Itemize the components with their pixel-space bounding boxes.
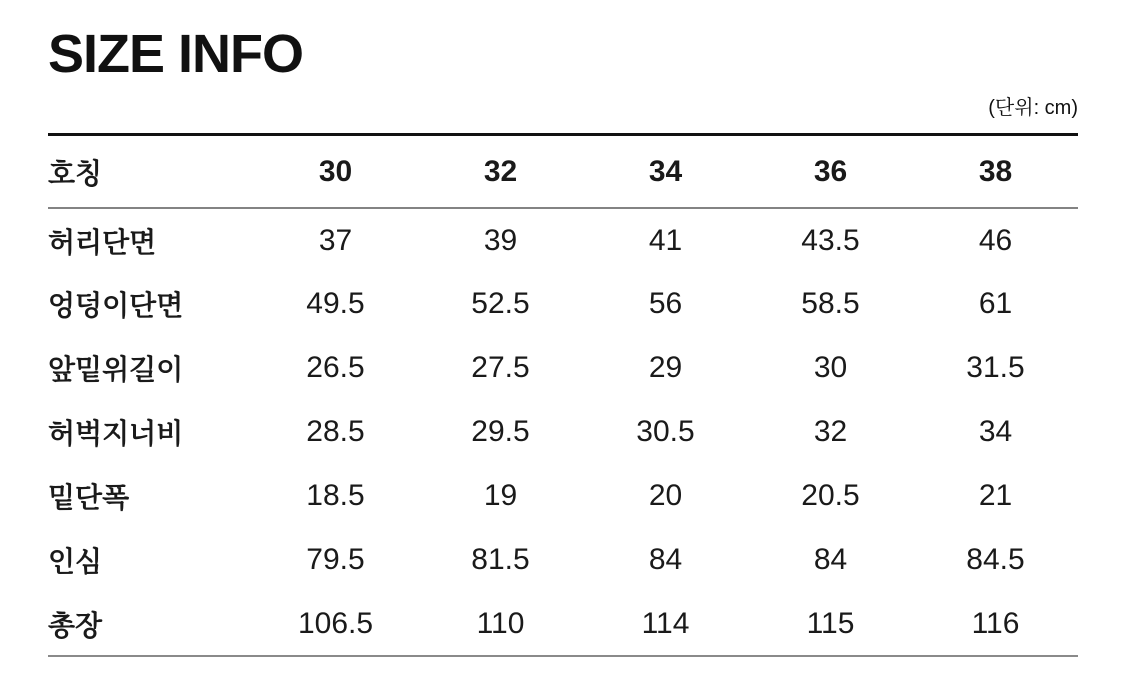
cell-value: 110 [418, 592, 583, 656]
cell-value: 18.5 [306, 479, 365, 512]
cell-value: 52.5 [471, 287, 530, 320]
cell-value: 34 [978, 415, 1013, 448]
row-label: 앞밑위길이 [48, 354, 184, 385]
cell-value: 27.5 [471, 351, 530, 384]
cell-value: 114 [583, 592, 748, 656]
cell-value: 46 [978, 223, 1013, 257]
cell-value: 115 [748, 592, 913, 656]
cell-value: 41 [648, 223, 683, 257]
size-table [48, 133, 1078, 657]
page-title: SIZE INFO [48, 24, 304, 84]
cell-value: 30 [813, 351, 848, 384]
table-row-total-length [48, 592, 1078, 656]
table-row-front-rise [48, 336, 1078, 400]
header-cell-size-30: 30 [253, 135, 418, 209]
header-cell-label: 호칭 [48, 135, 253, 209]
cell-value: 32 [813, 415, 848, 448]
cell-value: 39 [483, 223, 518, 257]
unit-label: (단위: cm) [988, 97, 1078, 119]
table-row-waist [48, 208, 1078, 272]
cell-value: 116 [913, 592, 1078, 656]
table-header-row [48, 135, 1078, 209]
cell-value: 106.5 [253, 592, 418, 656]
table-row-hip [48, 272, 1078, 336]
cell-value: 26.5 [306, 351, 365, 384]
cell-value: 84 [813, 543, 848, 576]
cell-value: 20 [648, 479, 683, 512]
table-row-thigh [48, 400, 1078, 464]
cell-value: 43.5 [801, 223, 860, 257]
cell-value: 20.5 [801, 479, 860, 512]
cell-value: 28.5 [306, 415, 365, 448]
row-label: 밑단폭 [48, 482, 130, 513]
cell-value: 61 [978, 287, 1013, 320]
cell-value: 19 [483, 479, 518, 512]
cell-value: 84.5 [966, 543, 1025, 576]
row-label: 인심 [48, 546, 103, 577]
cell-value: 79.5 [306, 543, 365, 576]
row-label: 허벅지너비 [48, 418, 184, 449]
header-cell-size-36: 36 [748, 135, 913, 209]
cell-value: 58.5 [801, 287, 860, 320]
row-label: 총장 [48, 592, 253, 656]
row-label: 엉덩이단면 [48, 290, 184, 321]
header-cell-size-38: 38 [913, 135, 1078, 209]
cell-value: 49.5 [306, 287, 365, 320]
cell-value: 21 [978, 479, 1013, 512]
table-row-inseam [48, 528, 1078, 592]
cell-value: 84 [648, 543, 683, 576]
cell-value: 29.5 [471, 415, 530, 448]
row-label: 허리단면 [48, 226, 157, 258]
header-cell-size-32: 32 [418, 135, 583, 209]
cell-value: 30.5 [636, 415, 695, 448]
header-cell-size-34: 34 [583, 135, 748, 209]
cell-value: 56 [648, 287, 683, 320]
cell-value: 29 [648, 351, 683, 384]
table-row-hem [48, 464, 1078, 528]
cell-value: 37 [318, 223, 353, 257]
cell-value: 81.5 [471, 543, 530, 576]
cell-value: 31.5 [966, 351, 1025, 384]
